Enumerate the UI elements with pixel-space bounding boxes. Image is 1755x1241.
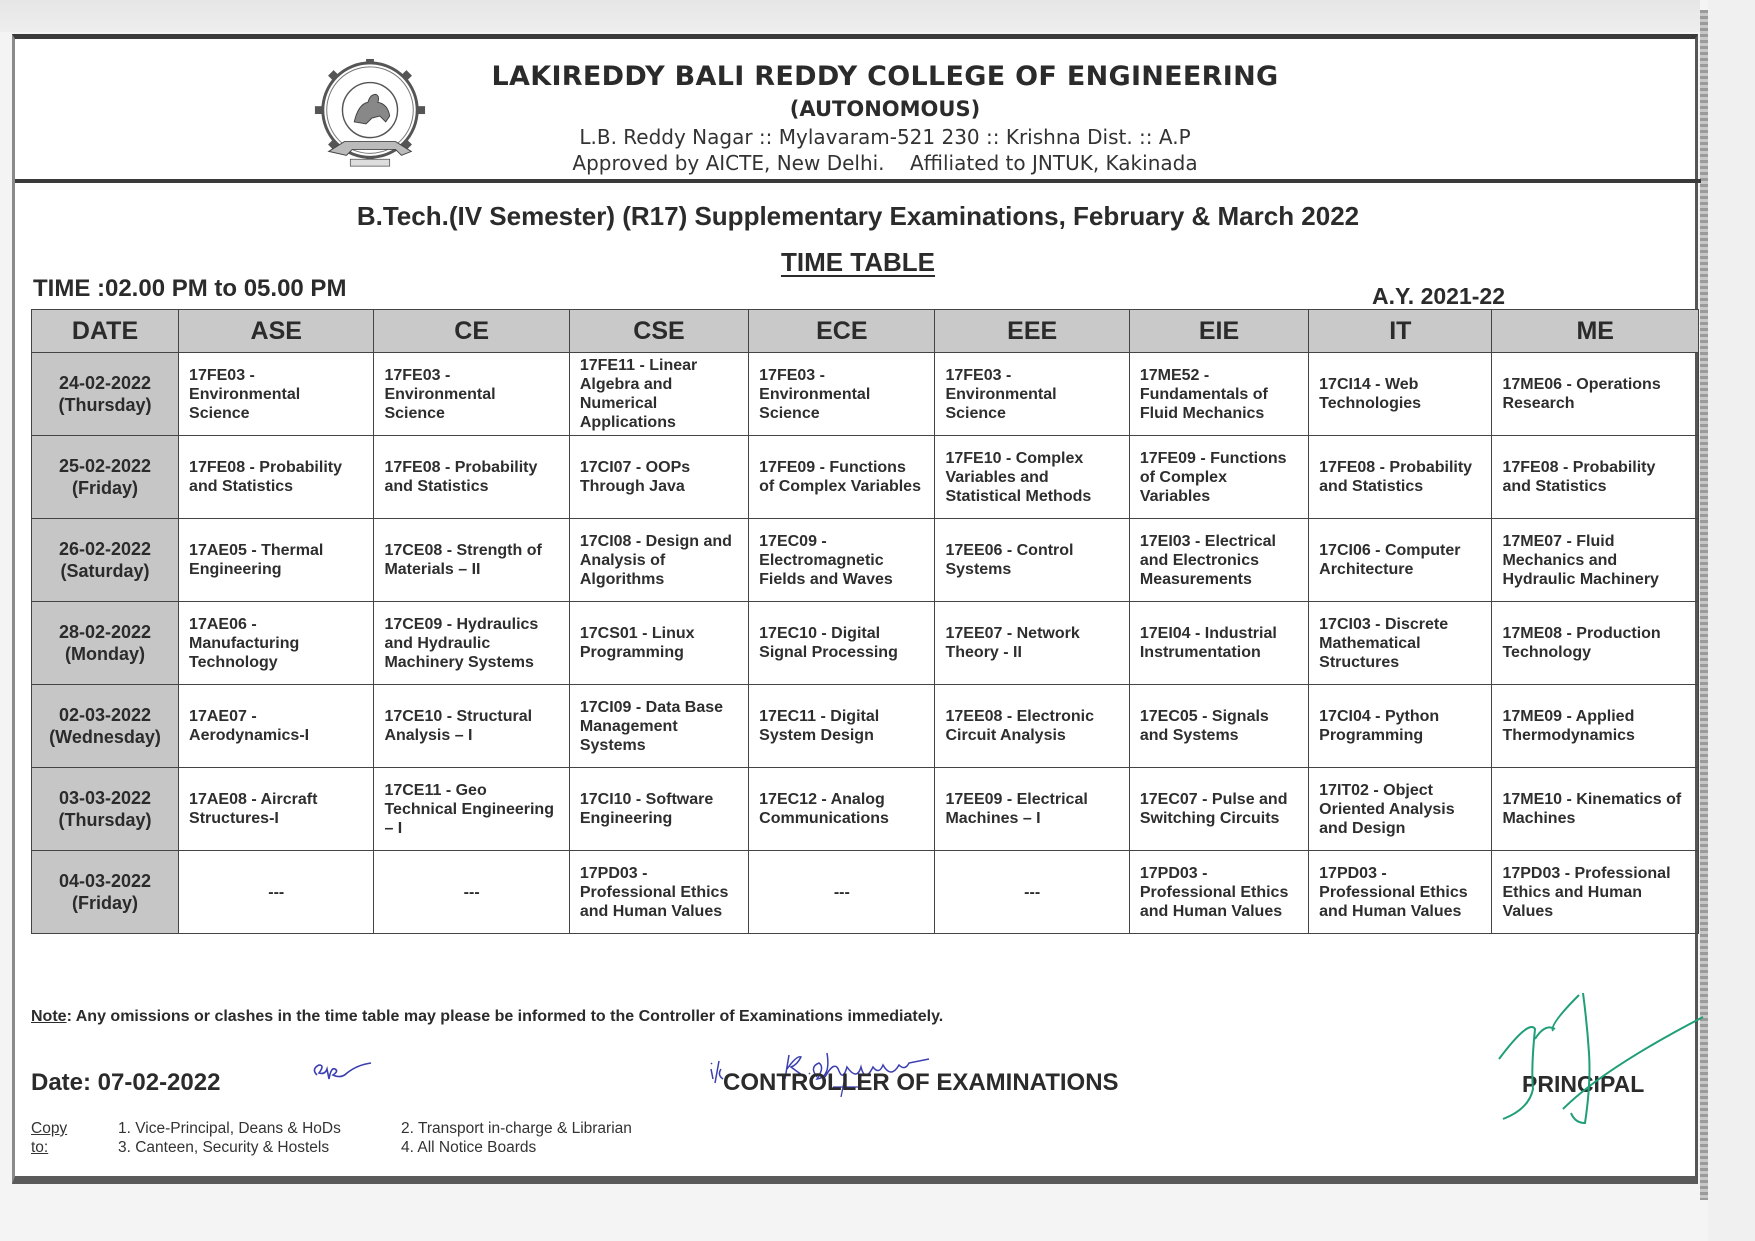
college-status: (AUTONOMOUS) bbox=[789, 97, 981, 121]
subject-cell-eee: 17EE09 - Electrical Machines – I bbox=[935, 768, 1129, 851]
subject-cell-eie: 17ME52 - Fundamentals of Fluid Mechanics bbox=[1129, 353, 1308, 436]
academic-year: A.Y. 2021-22 bbox=[1372, 283, 1505, 309]
note-text: : Any omissions or clashes in the time table may please be informed to the Controller of Examinations immediately. bbox=[66, 1008, 944, 1025]
exam-date: 26-02-2022 bbox=[58, 539, 152, 559]
date-cell bbox=[32, 768, 179, 851]
subject-cell-ase: 17AE07 - Aerodynamics-I bbox=[179, 685, 374, 768]
principal-title: PRINCIPAL bbox=[1522, 1071, 1645, 1097]
subject-cell-ce: 17CE09 - Hydraulics and Hydraulic Machinery Systems bbox=[374, 602, 569, 685]
timetable bbox=[31, 309, 1699, 934]
table-row bbox=[32, 436, 1699, 519]
subject-cell-eee: 17FE10 - Complex Variables and Statistical Methods bbox=[935, 436, 1129, 519]
subject-cell-ase: 17FE08 - Probability and Statistics bbox=[179, 436, 374, 519]
exam-day: (Saturday) bbox=[60, 561, 150, 581]
column-header-eie: EIE bbox=[1129, 310, 1308, 353]
table-row bbox=[32, 768, 1699, 851]
exam-date: 02-03-2022 bbox=[58, 705, 152, 725]
subject-cell-me: 17ME08 - Production Technology bbox=[1492, 602, 1699, 685]
copy-to-item: 4. All Notice Boards bbox=[401, 1139, 537, 1156]
date-cell bbox=[32, 353, 179, 436]
college-approval: Approved by AICTE, New Delhi. Affiliated to JNTUK, Kakinada bbox=[572, 151, 1198, 175]
exam-day: (Thursday) bbox=[58, 395, 152, 415]
column-header-date: DATE bbox=[32, 310, 179, 353]
subject-cell-cse: 17PD03 - Professional Ethics and Human Values bbox=[569, 851, 748, 934]
subject-cell-ce: 17CE08 - Strength of Materials – II bbox=[374, 519, 569, 602]
subject-cell-ece: 17EC11 - Digital System Design bbox=[749, 685, 935, 768]
subject-cell-me: 17PD03 - Professional Ethics and Human Values bbox=[1492, 851, 1699, 934]
subject-cell-ase: 17AE06 - Manufacturing Technology bbox=[179, 602, 374, 685]
subject-cell-cse: 17CI10 - Software Engineering bbox=[569, 768, 748, 851]
timetable-body bbox=[32, 353, 1699, 934]
date-cell bbox=[32, 685, 179, 768]
exam-day: (Wednesday) bbox=[49, 727, 161, 747]
subject-cell-it: 17CI14 - Web Technologies bbox=[1309, 353, 1492, 436]
date-cell bbox=[32, 851, 179, 934]
column-header-ase: ASE bbox=[179, 310, 374, 353]
subject-cell-cse: 17FE11 - Linear Algebra and Numerical Applications bbox=[569, 353, 748, 436]
subject-cell-eee: 17EE07 - Network Theory - II bbox=[935, 602, 1129, 685]
subject-cell-ce: --- bbox=[374, 851, 569, 934]
subject-cell-eee: 17FE03 - Environmental Science bbox=[935, 353, 1129, 436]
subject-cell-ase: 17AE08 - Aircraft Structures-I bbox=[179, 768, 374, 851]
subject-cell-ece: 17EC10 - Digital Signal Processing bbox=[749, 602, 935, 685]
subject-cell-cse: 17CI09 - Data Base Management Systems bbox=[569, 685, 748, 768]
header-divider bbox=[15, 179, 1701, 183]
column-header-it: IT bbox=[1309, 310, 1492, 353]
subject-cell-it: 17FE08 - Probability and Statistics bbox=[1309, 436, 1492, 519]
subject-cell-cse: 17CI07 - OOPs Through Java bbox=[569, 436, 748, 519]
subject-cell-eee: 17EE06 - Control Systems bbox=[935, 519, 1129, 602]
subject-cell-eee: --- bbox=[935, 851, 1129, 934]
subject-cell-it: 17IT02 - Object Oriented Analysis and Design bbox=[1309, 768, 1492, 851]
subject-cell-eie: 17FE09 - Functions of Complex Variables bbox=[1129, 436, 1308, 519]
college-header bbox=[15, 39, 1695, 179]
initials-signature-icon bbox=[305, 1053, 385, 1089]
subject-cell-eie: 17EI04 - Industrial Instrumentation bbox=[1129, 602, 1308, 685]
date-cell bbox=[32, 436, 179, 519]
copy-to-item: 2. Transport in-charge & Librarian bbox=[401, 1120, 632, 1137]
note-label: Note bbox=[31, 1008, 67, 1025]
subject-cell-it: 17PD03 - Professional Ethics and Human Values bbox=[1309, 851, 1492, 934]
subject-cell-it: 17CI03 - Discrete Mathematical Structures bbox=[1309, 602, 1492, 685]
subject-cell-me: 17ME07 - Fluid Mechanics and Hydraulic Machinery bbox=[1492, 519, 1699, 602]
subject-cell-ase: 17AE05 - Thermal Engineering bbox=[179, 519, 374, 602]
copy-to-item: 3. Canteen, Security & Hostels bbox=[118, 1139, 330, 1156]
column-header-ce: CE bbox=[374, 310, 569, 353]
column-header-cse: CSE bbox=[569, 310, 748, 353]
exam-day: (Friday) bbox=[72, 893, 139, 913]
exam-day: (Friday) bbox=[72, 478, 139, 498]
timetable-heading-text: TIME TABLE bbox=[780, 247, 936, 277]
exam-date: 25-02-2022 bbox=[58, 456, 152, 476]
column-header-eee: EEE bbox=[935, 310, 1129, 353]
exam-date: 28-02-2022 bbox=[58, 622, 152, 642]
subject-cell-eie: 17EI03 - Electrical and Electronics Measurements bbox=[1129, 519, 1308, 602]
timetable-heading bbox=[15, 247, 1701, 278]
subject-cell-eie: 17EC07 - Pulse and Switching Circuits bbox=[1129, 768, 1308, 851]
exam-date: 04-03-2022 bbox=[58, 871, 152, 891]
subject-cell-ece: 17FE09 - Functions of Complex Variables bbox=[749, 436, 935, 519]
column-header-me: ME bbox=[1492, 310, 1699, 353]
exam-date: 03-03-2022 bbox=[58, 788, 152, 808]
subject-cell-me: 17ME10 - Kinematics of Machines bbox=[1492, 768, 1699, 851]
copy-to-label: Copy to: bbox=[31, 1120, 68, 1156]
subject-cell-cse: 17CI08 - Design and Analysis of Algorithms bbox=[569, 519, 748, 602]
exam-day: (Monday) bbox=[65, 644, 146, 664]
subject-cell-eie: 17EC05 - Signals and Systems bbox=[1129, 685, 1308, 768]
table-row bbox=[32, 519, 1699, 602]
subject-cell-ece: --- bbox=[749, 851, 935, 934]
college-name: LAKIREDDY BALI REDDY COLLEGE OF ENGINEERING bbox=[491, 61, 1279, 92]
subject-cell-ece: 17EC09 - Electromagnetic Fields and Waves bbox=[749, 519, 935, 602]
subject-cell-ase: 17FE03 - Environmental Science bbox=[179, 353, 374, 436]
table-row bbox=[32, 602, 1699, 685]
exam-day: (Thursday) bbox=[58, 810, 152, 830]
subject-cell-ce: 17CE11 - Geo Technical Engineering – I bbox=[374, 768, 569, 851]
timetable-document bbox=[12, 34, 1698, 1184]
subject-cell-ase: --- bbox=[179, 851, 374, 934]
date-cell bbox=[32, 602, 179, 685]
note bbox=[31, 1008, 943, 1026]
date-cell bbox=[32, 519, 179, 602]
subject-cell-ce: 17CE10 - Structural Analysis – I bbox=[374, 685, 569, 768]
subject-cell-eee: 17EE08 - Electronic Circuit Analysis bbox=[935, 685, 1129, 768]
subject-cell-me: 17FE08 - Probability and Statistics bbox=[1492, 436, 1699, 519]
subject-cell-it: 17CI06 - Computer Architecture bbox=[1309, 519, 1492, 602]
subject-cell-me: 17ME09 - Applied Thermodynamics bbox=[1492, 685, 1699, 768]
subject-cell-me: 17ME06 - Operations Research bbox=[1492, 353, 1699, 436]
principal-signature-icon bbox=[1475, 989, 1715, 1129]
scan-background-top bbox=[0, 0, 1700, 32]
subject-cell-ece: 17FE03 - Environmental Science bbox=[749, 353, 935, 436]
table-row bbox=[32, 685, 1699, 768]
scan-background-right bbox=[1708, 0, 1755, 1241]
copy-to-item: 1. Vice-Principal, Deans & HoDs bbox=[118, 1120, 341, 1137]
subject-cell-ece: 17EC12 - Analog Communications bbox=[749, 768, 935, 851]
exam-title: B.Tech.(IV Semester) (R17) Supplementary Examinations, February & March 2022 bbox=[356, 201, 1360, 231]
issue-date: Date: 07-02-2022 bbox=[31, 1069, 221, 1096]
table-row bbox=[32, 851, 1699, 934]
table-row bbox=[32, 353, 1699, 436]
exam-time: TIME :02.00 PM to 05.00 PM bbox=[33, 275, 347, 302]
controller-of-examinations: CONTROLLER OF EXAMINATIONS bbox=[723, 1069, 1119, 1096]
subject-cell-ce: 17FE08 - Probability and Statistics bbox=[374, 436, 569, 519]
subject-cell-cse: 17CS01 - Linux Programming bbox=[569, 602, 748, 685]
table-header-row bbox=[32, 310, 1699, 353]
subject-cell-eie: 17PD03 - Professional Ethics and Human Values bbox=[1129, 851, 1308, 934]
column-header-ece: ECE bbox=[749, 310, 935, 353]
college-address: L.B. Reddy Nagar :: Mylavaram-521 230 :: Krishna Dist. :: A.P bbox=[579, 125, 1191, 149]
subject-cell-it: 17CI04 - Python Programming bbox=[1309, 685, 1492, 768]
subject-cell-ce: 17FE03 - Environmental Science bbox=[374, 353, 569, 436]
exam-date: 24-02-2022 bbox=[58, 373, 152, 393]
